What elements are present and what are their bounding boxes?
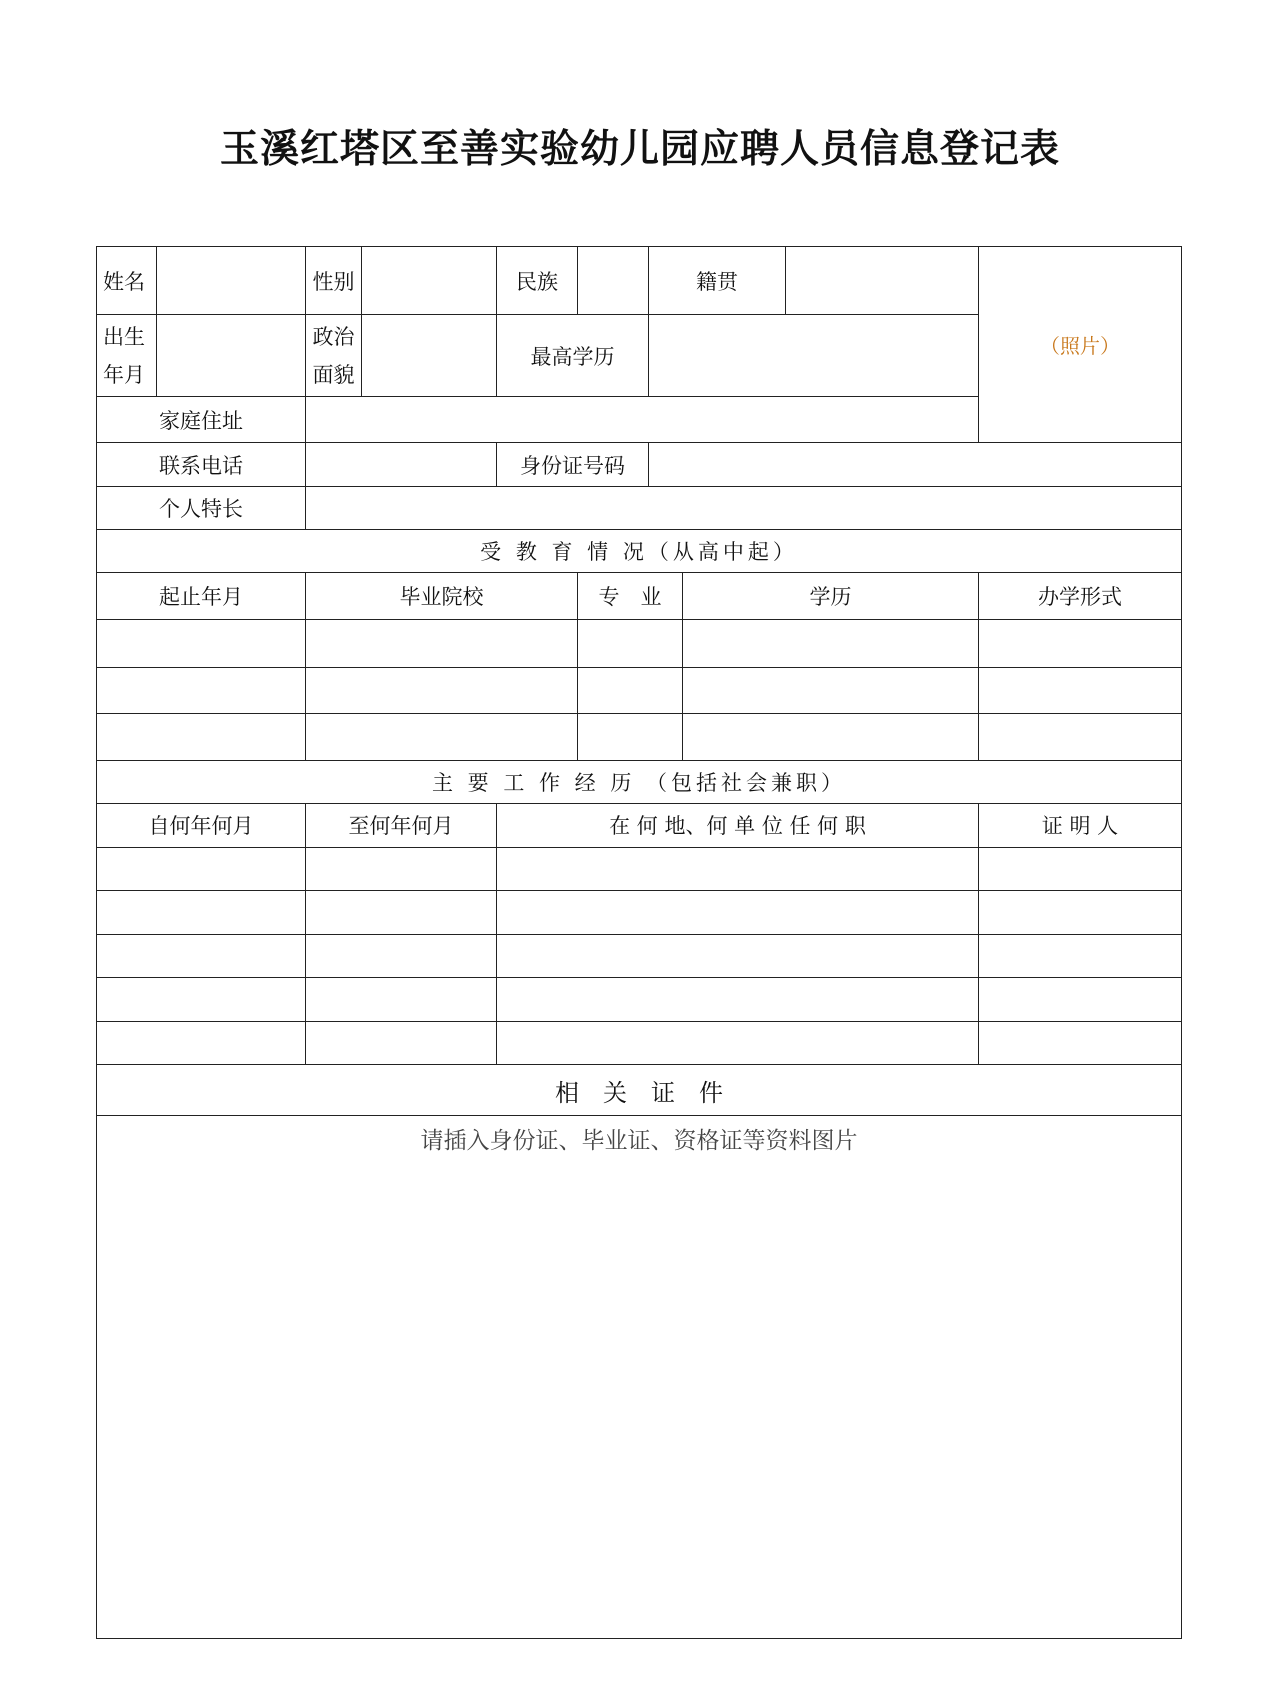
birth-label	[97, 315, 157, 397]
certificates-instruction: 请插入身份证、毕业证、资格证等资料图片	[420, 1128, 858, 1155]
work-cell-position[interactable]	[497, 977, 979, 1021]
education-col-mode: 办学形式	[979, 573, 1182, 620]
education-cell-mode[interactable]	[979, 667, 1182, 713]
work-cell-from[interactable]	[97, 1022, 306, 1065]
education-cell-degree[interactable]	[683, 713, 979, 760]
work-cell-to[interactable]	[306, 890, 497, 934]
name-label: 姓名	[97, 247, 157, 315]
phone-field[interactable]	[306, 443, 497, 487]
phone-label: 联系电话	[97, 443, 306, 487]
education-row	[97, 620, 1182, 667]
education-cell-period[interactable]	[97, 620, 306, 667]
work-cell-from[interactable]	[97, 977, 306, 1021]
native-place-field[interactable]	[786, 247, 979, 315]
certificates-upload-area[interactable]	[97, 1116, 1182, 1639]
page-title: 玉溪红塔区至善实验幼儿园应聘人员信息登记表	[219, 126, 1060, 172]
education-col-major: 专 业	[578, 573, 683, 620]
work-cell-to[interactable]	[306, 977, 497, 1021]
education-cell-major[interactable]	[578, 713, 683, 760]
skills-label: 个人特长	[97, 487, 306, 530]
education-cell-school[interactable]	[306, 667, 578, 713]
ethnicity-field[interactable]	[578, 247, 649, 315]
education-col-school: 毕业院校	[306, 573, 578, 620]
education-col-degree: 学历	[683, 573, 979, 620]
work-cell-reference[interactable]	[979, 977, 1182, 1021]
id-number-label: 身份证号码	[497, 443, 649, 487]
certificates-heading: 相 关 证 件	[97, 1065, 1182, 1116]
work-cell-position[interactable]	[497, 934, 979, 977]
name-field[interactable]	[157, 247, 306, 315]
political-label-line1: 政治	[312, 324, 355, 349]
address-field[interactable]	[306, 397, 979, 443]
work-cell-reference[interactable]	[979, 934, 1182, 977]
education-row	[97, 667, 1182, 713]
work-section-heading: 主 要 工 作 经 历 （包括社会兼职）	[97, 760, 1182, 803]
political-field[interactable]	[362, 315, 497, 397]
work-cell-reference[interactable]	[979, 847, 1182, 890]
political-label	[306, 315, 362, 397]
education-cell-school[interactable]	[306, 620, 578, 667]
education-label: 最高学历	[497, 315, 649, 397]
work-row	[97, 847, 1182, 890]
work-row	[97, 934, 1182, 977]
work-col-to: 至何年何月	[306, 803, 497, 847]
education-field[interactable]	[649, 315, 979, 397]
education-cell-mode[interactable]	[979, 620, 1182, 667]
ethnicity-label: 民族	[497, 247, 578, 315]
education-section-heading: 受 教 育 情 况（从高中起）	[97, 530, 1182, 573]
birth-field[interactable]	[157, 315, 306, 397]
education-cell-mode[interactable]	[979, 713, 1182, 760]
registration-form	[96, 246, 1182, 1639]
work-cell-from[interactable]	[97, 934, 306, 977]
work-cell-to[interactable]	[306, 934, 497, 977]
gender-label: 性别	[306, 247, 362, 315]
work-col-position: 在 何 地、何 单 位 任 何 职	[497, 803, 979, 847]
work-col-reference: 证 明 人	[979, 803, 1182, 847]
work-cell-reference[interactable]	[979, 890, 1182, 934]
birth-label-line2: 年月	[103, 362, 145, 387]
work-cell-position[interactable]	[497, 847, 979, 890]
gender-field[interactable]	[362, 247, 497, 315]
work-cell-to[interactable]	[306, 847, 497, 890]
work-cell-position[interactable]	[497, 890, 979, 934]
education-cell-major[interactable]	[578, 667, 683, 713]
birth-label-line1: 出生	[103, 324, 145, 349]
education-col-period: 起止年月	[97, 573, 306, 620]
education-cell-period[interactable]	[97, 713, 306, 760]
education-cell-period[interactable]	[97, 667, 306, 713]
education-cell-major[interactable]	[578, 620, 683, 667]
skills-field[interactable]	[306, 487, 1182, 530]
native-place-label: 籍贯	[649, 247, 786, 315]
address-label: 家庭住址	[97, 397, 306, 443]
work-col-from: 自何年何月	[97, 803, 306, 847]
photo-label: （照片）	[1040, 334, 1120, 359]
work-cell-from[interactable]	[97, 890, 306, 934]
work-cell-reference[interactable]	[979, 1022, 1182, 1065]
work-row	[97, 1022, 1182, 1065]
education-row	[97, 713, 1182, 760]
education-cell-degree[interactable]	[683, 667, 979, 713]
work-row	[97, 890, 1182, 934]
work-cell-position[interactable]	[497, 1022, 979, 1065]
education-cell-degree[interactable]	[683, 620, 979, 667]
work-row	[97, 977, 1182, 1021]
education-cell-school[interactable]	[306, 713, 578, 760]
political-label-line2: 面貌	[312, 362, 355, 387]
id-number-field[interactable]	[649, 443, 1182, 487]
work-cell-to[interactable]	[306, 1022, 497, 1065]
photo-placeholder[interactable]	[979, 247, 1182, 443]
work-cell-from[interactable]	[97, 847, 306, 890]
